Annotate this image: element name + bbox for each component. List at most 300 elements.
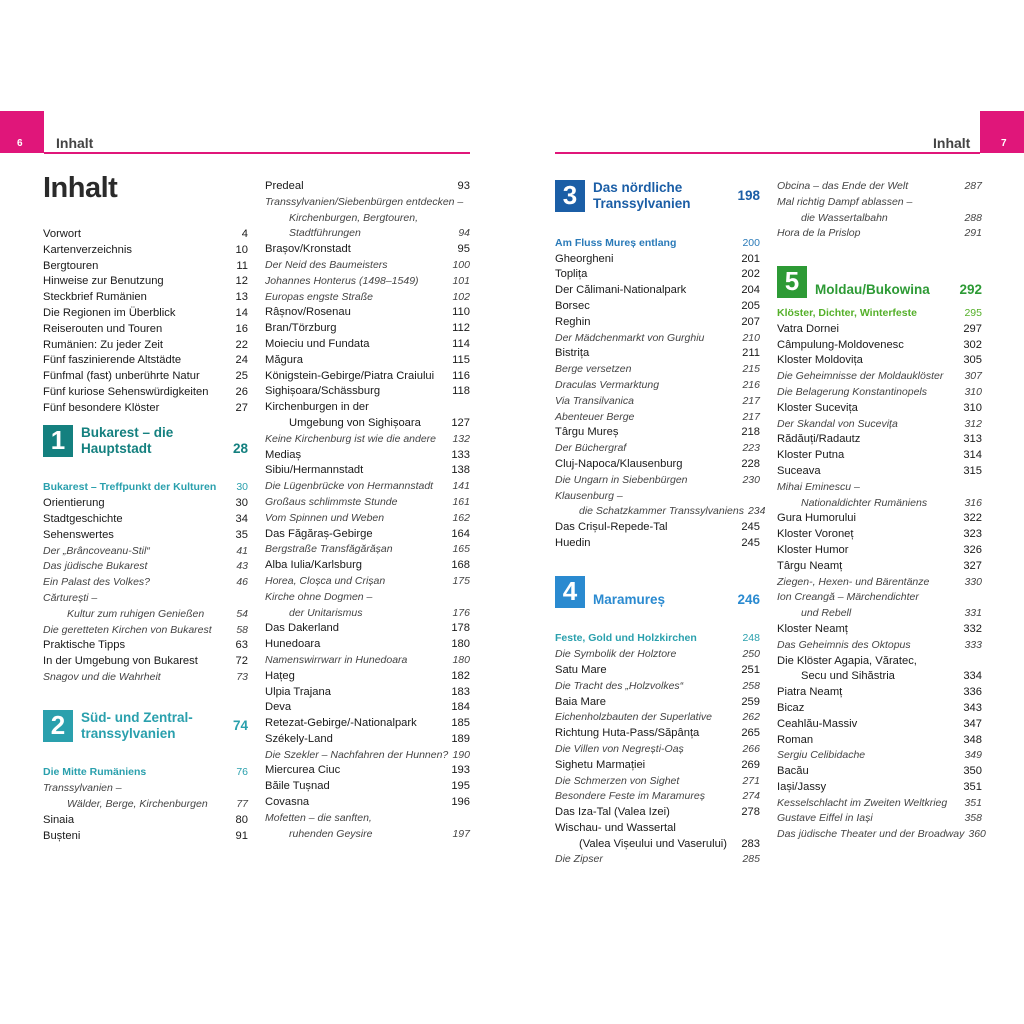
toc-entry-page (978, 654, 982, 670)
toc-entry[interactable] (555, 267, 760, 283)
toc-entry[interactable] (777, 480, 982, 496)
toc-entry-page (978, 590, 982, 606)
right-page-number: 7 (1001, 138, 1007, 149)
toc-entry-title: Europas engste Straße (265, 290, 373, 303)
toc-entry-page: 313 (963, 433, 982, 446)
chapter-number-badge: 4 (555, 576, 585, 608)
toc-entry[interactable] (555, 504, 766, 520)
toc-entry-title: Piatra Neamț (777, 686, 843, 699)
toc-entry-title: Vom Spinnen und Weben (265, 511, 385, 524)
right-running-head: Inhalt (933, 135, 971, 151)
toc-column-1 (43, 227, 248, 844)
toc-entry[interactable] (43, 259, 248, 275)
toc-entry[interactable] (777, 432, 982, 448)
toc-entry-title: Das Făgăraș-Gebirge (265, 527, 373, 540)
toc-entry-page: 331 (964, 607, 982, 620)
toc-entry[interactable] (777, 638, 982, 654)
toc-entry[interactable] (777, 369, 982, 385)
toc-entry[interactable] (43, 512, 248, 528)
toc-entry[interactable] (777, 179, 982, 195)
toc-entry[interactable] (777, 827, 986, 843)
toc-entry-page: 197 (452, 827, 470, 840)
toc-entry-title: Sergiu Celibidache (777, 749, 866, 762)
toc-entry[interactable] (265, 479, 470, 495)
toc-entry[interactable] (43, 322, 248, 338)
toc-entry[interactable] (43, 385, 248, 401)
toc-entry[interactable] (555, 695, 760, 711)
toc-entry-page: 165 (452, 543, 470, 556)
spacer (555, 552, 760, 568)
toc-entry-page: 22 (235, 338, 248, 351)
toc-entry-title: Târgu Neamț (777, 559, 843, 572)
toc-entry-page: 302 (963, 338, 982, 351)
toc-entry[interactable] (555, 774, 760, 790)
toc-entry[interactable] (265, 400, 470, 416)
toc-entry[interactable] (555, 457, 760, 473)
toc-entry[interactable] (777, 543, 982, 559)
toc-entry[interactable] (555, 362, 760, 378)
chapter-heading[interactable] (43, 423, 248, 459)
toc-entry-title: Bacău (777, 765, 809, 778)
toc-entry-page: 112 (452, 322, 470, 335)
chapter-heading[interactable] (555, 178, 760, 214)
toc-entry[interactable] (265, 653, 470, 669)
toc-entry-title: Miercurea Ciuc (265, 764, 341, 777)
toc-entry-page: 205 (741, 299, 760, 312)
toc-entry-page: 138 (451, 464, 470, 477)
toc-entry-title: Königstein-Gebirge/Piatra Craiului (265, 369, 435, 382)
chapter-page-number: 246 (737, 591, 760, 607)
toc-entry[interactable] (265, 763, 470, 779)
toc-entry-page: 141 (452, 480, 470, 493)
toc-entry-page: 210 (742, 331, 760, 344)
toc-entry[interactable] (43, 607, 248, 623)
toc-entry[interactable] (265, 621, 470, 637)
toc-entry[interactable] (777, 322, 982, 338)
toc-entry[interactable] (555, 473, 760, 489)
toc-entry[interactable] (777, 685, 982, 701)
toc-entry[interactable] (555, 789, 760, 805)
toc-entry-page: 312 (964, 417, 982, 430)
toc-entry[interactable] (777, 669, 982, 685)
right-page-tab (980, 111, 1024, 153)
toc-entry[interactable] (265, 416, 470, 432)
toc-entry-title: Moieciu und Fundata (265, 337, 370, 350)
toc-entry[interactable] (265, 305, 470, 321)
chapter-heading[interactable] (777, 264, 982, 300)
toc-entry[interactable] (265, 827, 470, 843)
toc-entry[interactable] (265, 574, 470, 590)
toc-entry[interactable] (777, 385, 982, 401)
toc-entry[interactable] (43, 353, 248, 369)
chapter-page-number: 198 (737, 188, 760, 204)
toc-entry-page: 307 (964, 370, 982, 383)
toc-entry-page: 218 (741, 426, 760, 439)
toc-entry-page: 202 (741, 268, 760, 281)
toc-entry[interactable] (265, 195, 470, 211)
toc-entry[interactable] (777, 606, 982, 622)
toc-entry-title: Johannes Honterus (1498–1549) (265, 274, 419, 287)
toc-entry-title: Praktische Tipps (43, 639, 126, 652)
toc-entry-page: 183 (451, 685, 470, 698)
toc-entry[interactable] (265, 527, 470, 543)
chapter-number-badge: 3 (555, 180, 585, 212)
toc-entry-page (466, 590, 470, 606)
toc-entry-page: 207 (741, 315, 760, 328)
toc-entry[interactable] (43, 813, 248, 829)
toc-entry[interactable] (777, 780, 982, 796)
toc-entry[interactable] (265, 716, 470, 732)
toc-entry-page: 16 (235, 322, 248, 335)
toc-entry-title: Kirchenburgen, Bergtouren, (289, 211, 418, 224)
toc-entry-title: Der „Brâncoveanu-Stil“ (43, 544, 150, 557)
toc-entry-title: Nationaldichter Rumäniens (801, 496, 928, 509)
toc-entry-title: Alba Iulia/Karlsburg (265, 559, 363, 572)
toc-entry-title: Die Regionen im Überblick (43, 306, 176, 319)
toc-entry-page: 95 (457, 243, 470, 256)
toc-entry-title: Kirche ohne Dogmen – (265, 590, 373, 603)
toc-column-2 (265, 179, 470, 842)
toc-entry-title: Hațeg (265, 669, 295, 682)
toc-entry[interactable] (43, 274, 248, 290)
toc-entry[interactable] (777, 195, 982, 211)
toc-entry-page: 297 (963, 322, 982, 335)
toc-entry[interactable] (265, 669, 470, 685)
toc-entry[interactable] (265, 258, 470, 274)
toc-entry-page: 116 (452, 369, 470, 382)
toc-entry[interactable] (555, 852, 760, 868)
toc-entry-page: 58 (236, 623, 248, 636)
toc-entry[interactable] (555, 489, 760, 505)
toc-entry[interactable] (43, 227, 248, 243)
toc-entry-title: Sighișoara/Schässburg (265, 385, 381, 398)
toc-entry[interactable] (777, 511, 982, 527)
toc-entry[interactable] (777, 559, 982, 575)
toc-entry[interactable] (555, 441, 760, 457)
toc-entry-title: Brașov/Kronstadt (265, 243, 351, 256)
toc-entry-title: Großaus schlimmste Stunde (265, 495, 398, 508)
toc-entry[interactable] (265, 448, 470, 464)
toc-entry-page (244, 591, 248, 607)
toc-entry-title: Băile Tușnad (265, 780, 330, 793)
chapter-heading[interactable] (555, 574, 760, 610)
toc-entry[interactable] (43, 544, 248, 560)
toc-entry[interactable] (265, 353, 470, 369)
toc-entry[interactable] (43, 670, 248, 686)
toc-entry[interactable] (43, 369, 248, 385)
toc-entry-page: 184 (451, 701, 470, 714)
toc-entry-page: 234 (747, 505, 766, 518)
toc-entry-page: 196 (451, 796, 470, 809)
toc-entry[interactable] (555, 726, 760, 742)
toc-entry-page: 315 (963, 464, 982, 477)
toc-entry-page: 11 (236, 259, 248, 272)
toc-entry[interactable] (265, 274, 470, 290)
toc-entry[interactable] (43, 765, 248, 781)
chapter-title: Bukarest – die Hauptstadt (81, 424, 174, 456)
toc-entry-page: 30 (235, 497, 248, 510)
toc-entry[interactable] (43, 797, 248, 813)
toc-entry[interactable] (777, 733, 982, 749)
toc-entry-title: Székely-Land (265, 732, 333, 745)
toc-entry-title: Cluj-Napoca/Klausenburg (555, 457, 683, 470)
toc-entry[interactable] (43, 575, 248, 591)
toc-entry[interactable] (777, 353, 982, 369)
toc-entry[interactable] (43, 290, 248, 306)
toc-entry[interactable] (265, 590, 470, 606)
toc-entry-page: 76 (236, 766, 248, 779)
toc-entry[interactable] (555, 821, 760, 837)
toc-entry[interactable] (555, 520, 760, 536)
toc-entry-title: Roman (777, 733, 814, 746)
toc-entry[interactable] (555, 837, 760, 853)
toc-entry-title: Bistrița (555, 347, 590, 360)
toc-entry[interactable] (555, 331, 760, 347)
spacer (43, 686, 248, 702)
toc-entry-title: Deva (265, 701, 292, 714)
toc-entry[interactable] (265, 748, 470, 764)
toc-entry-title: Feste, Gold und Holzkirchen (555, 632, 697, 645)
toc-entry-title: Die Schmerzen von Sighet (555, 774, 680, 787)
toc-entry-page: 333 (964, 638, 982, 651)
toc-entry-page (978, 480, 982, 496)
toc-entry-page: 216 (742, 378, 760, 391)
toc-entry[interactable] (43, 829, 248, 845)
toc-entry[interactable] (555, 425, 760, 441)
toc-entry-title: In der Umgebung von Bukarest (43, 655, 198, 668)
toc-entry[interactable] (555, 805, 760, 821)
toc-entry[interactable] (265, 226, 470, 242)
toc-entry-page (244, 781, 248, 797)
toc-entry-page: 190 (452, 748, 470, 761)
toc-entry[interactable] (555, 315, 760, 331)
toc-entry[interactable] (43, 480, 248, 496)
toc-entry[interactable] (777, 226, 982, 242)
toc-entry[interactable] (555, 236, 760, 252)
toc-entry-title: (Valea Vișeului und Vaserului) (579, 837, 728, 850)
toc-entry-title: Secu und Sihăstria (801, 670, 895, 683)
toc-entry[interactable] (777, 590, 982, 606)
toc-entry-page: 274 (742, 790, 760, 803)
toc-entry-page: 211 (742, 347, 760, 360)
toc-entry[interactable] (777, 496, 982, 512)
toc-entry[interactable] (777, 748, 982, 764)
toc-entry-page: 77 (236, 797, 248, 810)
toc-entry-page: 326 (963, 543, 982, 556)
toc-entry-title: Der Călimani-Nationalpark (555, 284, 687, 297)
toc-entry[interactable] (777, 796, 982, 812)
toc-entry-title: Fünfmal (fast) unberührte Natur (43, 370, 200, 383)
toc-entry[interactable] (555, 410, 760, 426)
toc-entry[interactable] (43, 781, 248, 797)
toc-entry-page: 323 (963, 528, 982, 541)
toc-entry-title: Wälder, Berge, Kirchenburgen (67, 797, 208, 810)
toc-entry-title: und Rebell (801, 607, 852, 620)
toc-entry[interactable] (265, 242, 470, 258)
toc-entry-title: Bicaz (777, 701, 805, 714)
toc-entry-page: 175 (452, 574, 470, 587)
toc-entry[interactable] (555, 647, 760, 663)
toc-entry-title: Die Klöster Agapia, Văratec, (777, 654, 917, 667)
toc-entry-title: Am Fluss Mureș entlang (555, 236, 677, 249)
toc-entry-page: 176 (452, 606, 470, 619)
toc-entry[interactable] (555, 742, 760, 758)
toc-entry[interactable] (555, 252, 760, 268)
toc-entry-title: die Wassertalbahn (801, 211, 888, 224)
toc-entry-page (466, 211, 470, 227)
toc-entry-page: 180 (452, 653, 470, 666)
toc-entry[interactable] (265, 606, 470, 622)
toc-entry-page: 164 (451, 527, 470, 540)
toc-entry-title: Ceahlău-Massiv (777, 717, 858, 730)
left-running-head: Inhalt (56, 135, 94, 151)
toc-entry[interactable] (777, 401, 982, 417)
toc-entry[interactable] (555, 283, 760, 299)
toc-entry-page: 178 (451, 622, 470, 635)
toc-entry-title: Kloster Sucevița (777, 401, 858, 414)
toc-entry-title: Bergtouren (43, 259, 99, 272)
toc-entry[interactable] (777, 417, 982, 433)
toc-entry[interactable] (43, 528, 248, 544)
toc-entry-title: Fünf kuriose Sehenswürdigkeiten (43, 385, 209, 398)
toc-entry[interactable] (265, 811, 470, 827)
toc-entry-title: Satu Mare (555, 663, 607, 676)
toc-entry[interactable] (555, 758, 760, 774)
toc-entry-title: Toplița (555, 268, 588, 281)
toc-entry-title: Kesselschlacht im Zweiten Weltkrieg (777, 796, 948, 809)
toc-entry[interactable] (265, 795, 470, 811)
toc-entry-title: Die Zipser (555, 853, 603, 866)
toc-entry[interactable] (265, 321, 470, 337)
toc-entry[interactable] (777, 464, 982, 480)
toc-entry[interactable] (777, 622, 982, 638)
toc-entry-title: Rădăuți/Radautz (777, 433, 861, 446)
toc-entry[interactable] (777, 527, 982, 543)
toc-entry[interactable] (777, 701, 982, 717)
toc-entry[interactable] (43, 401, 248, 417)
toc-entry[interactable] (555, 663, 760, 679)
toc-entry-page: 27 (235, 401, 248, 414)
toc-entry-page: 200 (742, 236, 760, 249)
toc-entry[interactable] (43, 243, 248, 259)
toc-entry[interactable] (265, 732, 470, 748)
spacer (555, 616, 760, 632)
toc-entry[interactable] (555, 710, 760, 726)
toc-entry[interactable] (265, 369, 470, 385)
toc-entry[interactable] (43, 496, 248, 512)
toc-entry[interactable] (265, 495, 470, 511)
toc-entry-page: 217 (742, 394, 760, 407)
toc-entry-title: Kloster Neamț (777, 622, 848, 635)
toc-entry-page: 351 (963, 780, 982, 793)
toc-entry[interactable] (43, 623, 248, 639)
toc-entry[interactable] (265, 463, 470, 479)
toc-entry[interactable] (43, 591, 248, 607)
toc-entry[interactable] (777, 764, 982, 780)
toc-entry-page: 215 (742, 363, 760, 376)
toc-entry-page: 4 (241, 228, 248, 240)
toc-entry-page: 35 (235, 528, 248, 541)
left-page-tab (0, 111, 44, 153)
toc-entry[interactable] (265, 511, 470, 527)
toc-entry[interactable] (777, 717, 982, 733)
toc-entry[interactable] (555, 394, 760, 410)
toc-entry-page: 182 (451, 669, 470, 682)
toc-entry-title: Wischau- und Wassertal (555, 821, 676, 834)
toc-entry-title: Covasna (265, 796, 310, 809)
toc-entry[interactable] (265, 337, 470, 353)
toc-entry[interactable] (555, 299, 760, 315)
toc-entry[interactable] (555, 536, 760, 552)
toc-entry[interactable] (777, 448, 982, 464)
toc-entry[interactable] (555, 378, 760, 394)
toc-entry[interactable] (265, 700, 470, 716)
toc-entry-page: 30 (236, 481, 248, 494)
toc-entry-title: Das Geheimnis des Oktopus (777, 638, 911, 651)
toc-entry-title: Die Symbolik der Holztore (555, 648, 677, 661)
toc-entry-title: Der Büchergraf (555, 442, 627, 455)
toc-entry[interactable] (777, 654, 982, 670)
toc-entry-title: Sighetu Marmației (555, 758, 646, 771)
toc-entry-page: 266 (742, 742, 760, 755)
toc-entry-title: Stadtführungen (289, 227, 361, 240)
toc-entry-page: 287 (964, 180, 982, 192)
toc-entry[interactable] (43, 559, 248, 575)
toc-entry-title: Namenswirrwarr in Hunedoara (265, 653, 408, 666)
left-header-rule (44, 152, 470, 154)
toc-entry[interactable] (777, 211, 982, 227)
toc-entry[interactable] (777, 338, 982, 354)
toc-entry[interactable] (777, 306, 982, 322)
toc-entry[interactable] (777, 575, 982, 591)
toc-entry[interactable] (265, 779, 470, 795)
toc-entry[interactable] (265, 211, 470, 227)
toc-entry-page: 288 (964, 211, 982, 224)
toc-entry-page: 348 (963, 733, 982, 746)
toc-entry[interactable] (265, 558, 470, 574)
toc-entry-title: Kloster Voroneț (777, 528, 854, 541)
toc-entry[interactable] (265, 290, 470, 306)
toc-entry[interactable] (265, 685, 470, 701)
toc-entry[interactable] (265, 179, 470, 195)
toc-entry-title: Fünf besondere Klöster (43, 401, 160, 414)
toc-entry[interactable] (43, 654, 248, 670)
toc-entry[interactable] (555, 346, 760, 362)
toc-entry[interactable] (265, 637, 470, 653)
chapter-heading[interactable] (43, 708, 248, 744)
toc-entry-page (466, 811, 470, 827)
toc-entry[interactable] (265, 384, 470, 400)
right-header-rule (555, 152, 980, 154)
toc-entry[interactable] (43, 306, 248, 322)
toc-entry-page: 262 (742, 711, 760, 724)
toc-entry-page: 168 (451, 559, 470, 572)
toc-entry[interactable] (43, 638, 248, 654)
toc-entry-page: 245 (741, 521, 760, 534)
toc-entry-page: 180 (451, 638, 470, 651)
spacer (43, 465, 248, 481)
toc-entry[interactable] (43, 338, 248, 354)
toc-entry[interactable] (555, 679, 760, 695)
toc-entry[interactable] (265, 432, 470, 448)
toc-entry[interactable] (555, 631, 760, 647)
toc-entry[interactable] (777, 811, 982, 827)
toc-entry[interactable] (265, 542, 470, 558)
toc-entry-title: Bran/Törzburg (265, 322, 337, 335)
toc-entry-title: Die Ungarn in Siebenbürgen (555, 473, 688, 486)
toc-entry-page: 101 (452, 274, 470, 287)
toc-entry-page: 110 (452, 306, 470, 319)
